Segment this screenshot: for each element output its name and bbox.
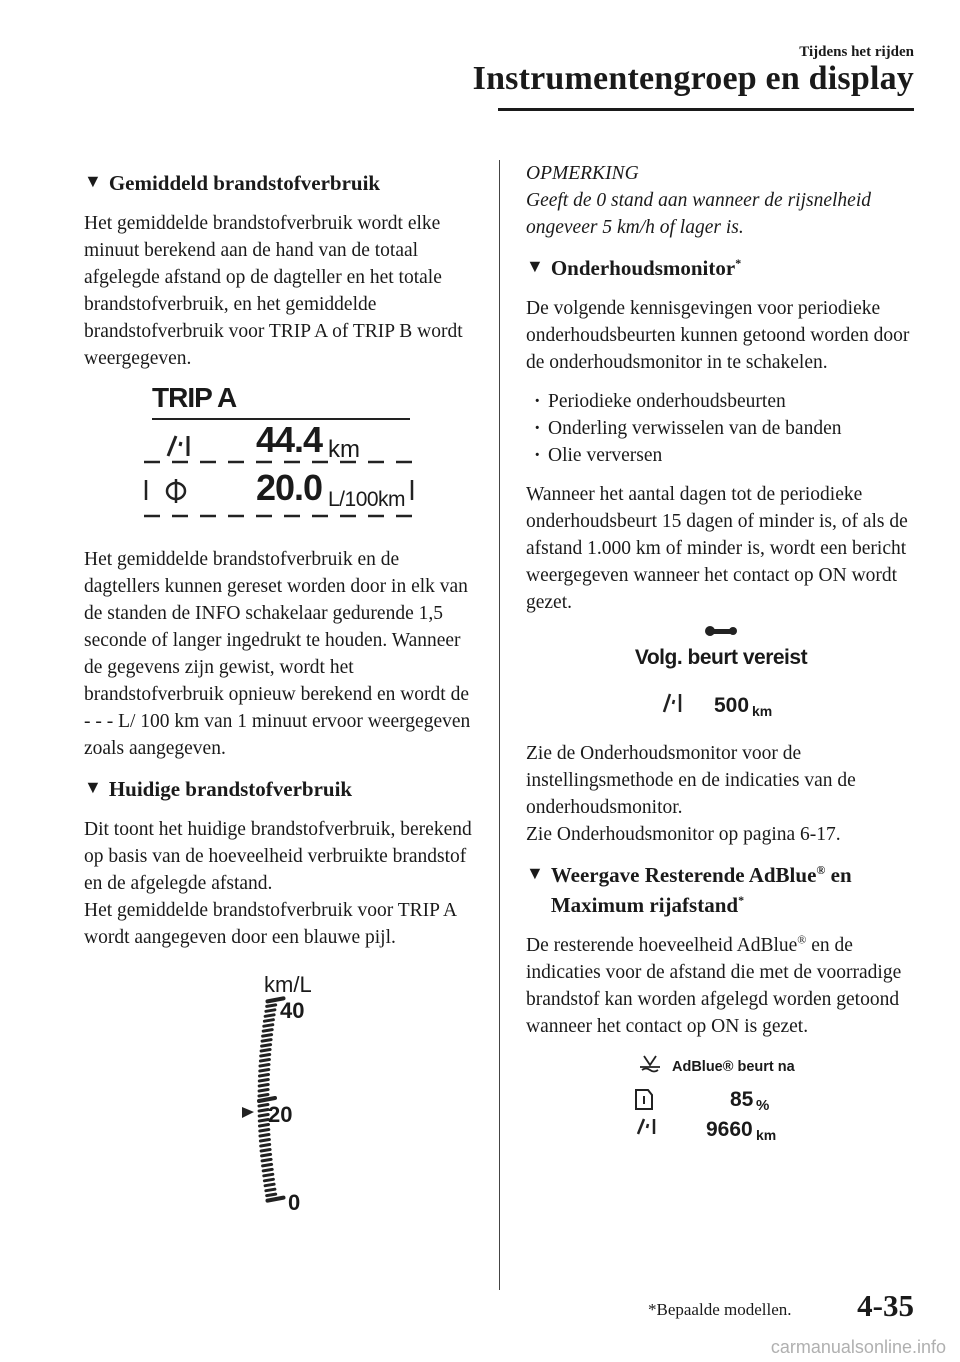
gauge-minor-tick xyxy=(259,1085,268,1087)
adblue-display-figure xyxy=(526,1052,916,1143)
page-title: Instrumentengroep en display xyxy=(472,60,914,97)
watermark: carmanualsonline.info xyxy=(770,1337,946,1357)
column-divider xyxy=(499,160,500,1290)
heading-maintenance: ▼ Onderhoudsmonitor* xyxy=(526,253,916,283)
fuel-gauge-figure xyxy=(84,971,474,1216)
bullet-list xyxy=(526,388,916,469)
paragraph: Wanneer het aantal dagen tot de periodieke onderhoudsbeurt 15 dagen of minder is, of als de afstand 1.000 km of minder is, wordt een bericht weergegeven wanneer het contact op ON wordt gezet. xyxy=(526,484,908,613)
trip-title: TRIP A xyxy=(152,382,237,413)
gauge-minor-tick xyxy=(261,1150,270,1152)
gauge-minor-tick xyxy=(260,1130,269,1132)
list-item: · Onderling verwisselen van de banden xyxy=(526,415,916,442)
fuel-average-icon xyxy=(167,479,185,503)
gauge-minor-tick xyxy=(266,1189,275,1191)
trip-consumption-unit: L/100km xyxy=(328,488,406,511)
gauge-minor-tick xyxy=(261,1055,270,1057)
gauge-minor-tick xyxy=(262,1040,271,1042)
gauge-minor-tick xyxy=(262,1154,271,1156)
registered-mark: ® xyxy=(816,863,826,877)
fuel-gauge-graphic xyxy=(84,971,474,1216)
list-item: · Olie verversen xyxy=(526,442,916,469)
adblue-icon xyxy=(640,1056,660,1072)
gauge-minor-tick xyxy=(262,1159,271,1161)
gauge-minor-tick xyxy=(264,1179,273,1181)
triangle-icon: ▼ xyxy=(526,863,544,883)
maintenance-distance-value: 500 xyxy=(714,694,750,717)
gauge-minor-tick xyxy=(265,1184,274,1186)
asterisk-mark: * xyxy=(738,893,745,907)
gauge-minor-tick xyxy=(260,1140,269,1142)
adblue-level-unit: % xyxy=(756,1097,770,1114)
road-icon xyxy=(638,1119,654,1134)
heading-adblue: ▼ Weergave Resterende AdBlue® en Maximum rijafstand* xyxy=(526,860,916,920)
adblue-title: AdBlue® beurt na xyxy=(672,1059,795,1075)
section-title: Tijdens het rijden xyxy=(799,44,914,60)
gauge-tick-40: 40 xyxy=(280,998,305,1023)
gauge-minor-tick xyxy=(266,1010,275,1012)
gauge-minor-tick xyxy=(262,1045,271,1047)
paragraph: Het gemiddelde brandstofverbruik voor TRIP A wordt aangegeven door een blauwe pijl. xyxy=(84,900,457,948)
heading-current-fuel: ▼ Huidige brandstofverbruik xyxy=(84,774,474,804)
right-column xyxy=(526,160,916,1148)
gauge-minor-tick xyxy=(261,1145,270,1147)
maintenance-display-figure xyxy=(526,616,916,728)
gauge-minor-tick xyxy=(265,1015,274,1017)
gauge-minor-tick xyxy=(261,1050,270,1052)
triangle-icon: ▼ xyxy=(84,171,102,191)
gauge-minor-tick xyxy=(259,1115,268,1117)
left-column xyxy=(84,160,474,1228)
road-icon xyxy=(168,436,188,456)
trip-consumption-value: 20.0 xyxy=(256,467,323,508)
gauge-minor-tick xyxy=(264,1025,273,1027)
list-item: · Periodieke onderhoudsbeurten xyxy=(526,388,916,415)
gauge-minor-tick xyxy=(260,1065,269,1067)
triangle-icon: ▼ xyxy=(84,777,102,797)
gauge-minor-tick xyxy=(260,1060,269,1062)
road-icon xyxy=(664,694,680,712)
paragraph: De volgende kennisgevingen voor periodieke onderhoudsbeurten kunnen getoond worden door de onderhoudsmonitor in te schakelen. xyxy=(526,298,910,373)
note-title: OPMERKING xyxy=(526,163,639,184)
gauge-minor-tick xyxy=(264,1020,273,1022)
gauge-minor-tick xyxy=(263,1164,272,1166)
triangle-icon: ▼ xyxy=(526,256,544,276)
gauge-minor-tick xyxy=(260,1135,269,1137)
trip-distance-unit: km xyxy=(328,436,360,463)
adblue-level-value: 85 xyxy=(730,1088,754,1111)
asterisk-mark: * xyxy=(735,256,742,270)
trip-distance-value: 44.4 xyxy=(256,419,323,460)
paragraph: Dit toont het huidige brandstofverbruik, berekend op basis van de hoeveelheid verbruikte brandstof en de afgelegde afstand. xyxy=(84,819,472,894)
gauge-minor-tick xyxy=(264,1174,273,1176)
gauge-minor-tick xyxy=(267,1194,276,1196)
adblue-range-unit: km xyxy=(756,1127,777,1143)
note-text: Geeft de 0 stand aan wanneer de rijsnelheid ongeveer 5 km/h of lager is. xyxy=(526,190,871,238)
gauge-unit: km/L xyxy=(264,972,312,997)
page-number: 4-35 xyxy=(857,1288,914,1323)
heading-average-fuel: ▼ Gemiddeld brandstofverbruik xyxy=(84,168,474,198)
paragraph: Zie de Onderhoudsmonitor voor de instellingsmethode en de indicaties van de onderhoudsmonitor. xyxy=(526,743,856,818)
maintenance-distance-unit: km xyxy=(752,703,773,719)
gauge-major-tick xyxy=(268,1198,284,1201)
paragraph: Het gemiddelde brandstofverbruik en de dagtellers kunnen gereset worden door in elk van de standen de INFO schakelaar gedurende 1,5 seconde of langer ingedrukt te houden. Wanneer de gegevens zijn gewist, wordt het brandstofverbruik opnieuw berekend en wordt de - - - L/ 100 km van 1 minuut ervoor weergegeven zoals aangegeven. xyxy=(84,549,471,759)
gauge-minor-tick xyxy=(267,1005,276,1007)
registered-mark: ® xyxy=(797,932,807,947)
gauge-minor-tick xyxy=(259,1090,268,1092)
gauge-tick-20: 20 xyxy=(268,1102,293,1127)
adblue-range-value: 9660 xyxy=(706,1118,753,1141)
gauge-minor-tick xyxy=(259,1105,268,1107)
gauge-minor-tick xyxy=(260,1075,269,1077)
gauge-minor-tick xyxy=(259,1110,268,1112)
gauge-minor-tick xyxy=(263,1169,272,1171)
header-rule xyxy=(498,108,914,111)
gauge-minor-tick xyxy=(259,1080,268,1082)
footnote: *Bepaalde modellen. xyxy=(648,1300,792,1319)
gauge-minor-tick xyxy=(260,1070,269,1072)
maintenance-message: Volg. beurt vereist xyxy=(634,646,808,669)
paragraph: Het gemiddelde brandstofverbruik wordt elke minuut berekend aan de hand van de totaal afgelegde afstand op de dagteller en het totale brandstofverbruik, en het gemiddelde brandstofverbruik voor TRIP A of TRIP B wordt weergegeven. xyxy=(84,213,463,369)
wrench-icon xyxy=(705,626,737,636)
trip-display-figure xyxy=(84,384,474,534)
gauge-minor-tick xyxy=(259,1120,268,1122)
paragraph: Zie Onderhoudsmonitor op pagina 6-17. xyxy=(526,824,841,845)
adblue-tank-icon xyxy=(636,1090,652,1109)
paragraph: De resterende hoeveelheid AdBlue® en de indicaties voor de afstand die met de voorradige brandstof kan worden afgelegd worden getoond wanneer het contact op ON is gezet. xyxy=(526,932,902,1037)
gauge-minor-tick xyxy=(263,1030,272,1032)
gauge-minor-tick xyxy=(263,1035,272,1037)
average-arrow-icon xyxy=(242,1107,254,1118)
gauge-tick-0: 0 xyxy=(288,1190,301,1215)
gauge-minor-tick xyxy=(259,1095,268,1097)
